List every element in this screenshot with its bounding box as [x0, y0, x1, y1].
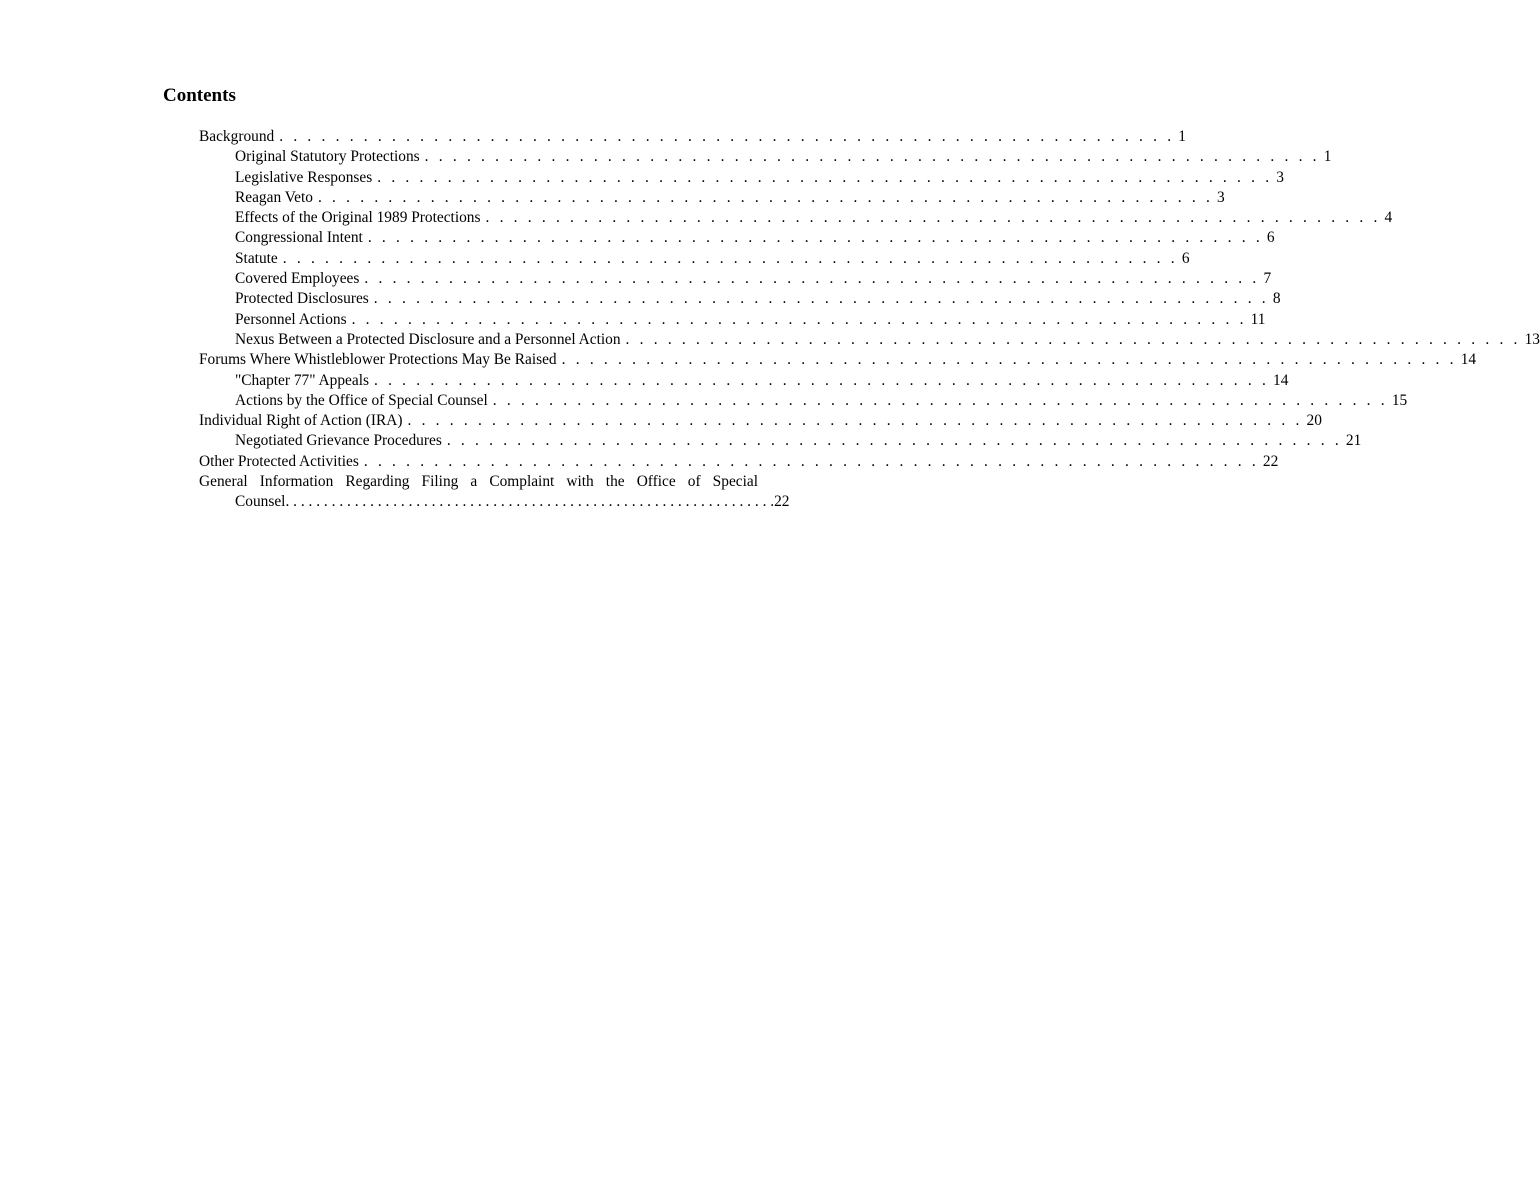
toc-page-number: 14: [1460, 351, 1477, 369]
toc-entry-label-continued: Counsel: [235, 493, 286, 511]
toc-entry-individual-right-of-action[interactable]: [199, 411, 1322, 431]
toc-page-number: 6: [1181, 249, 1190, 267]
toc-page-number: 13: [1524, 330, 1540, 348]
toc-page-number: 8: [1272, 290, 1281, 308]
toc-entry-label: Protected Disclosures: [235, 290, 369, 308]
toc-entry-label: Reagan Veto: [235, 188, 313, 206]
toc-entry-forums[interactable]: [199, 350, 1477, 370]
toc-entry-negotiated-grievance[interactable]: [199, 431, 1362, 451]
toc-entry-label: Forums Where Whistleblower Protections May Be Raised: [199, 351, 557, 369]
toc-entry-covered-employees[interactable]: [199, 269, 1272, 289]
toc-entry-effects-1989-protections[interactable]: [199, 208, 1393, 228]
toc-entry-label: Background: [199, 128, 275, 145]
dot-leader: . . . . . . . . . . . . . . . . . . . . . . . . . . . . . . . . . . . . . . . . . . . . . . . . . . . . . . . . . . . . . . . .: [485, 209, 1381, 227]
toc-entry-label: Statute: [235, 249, 278, 267]
toc-entry-legislative-responses[interactable]: [199, 168, 1284, 188]
toc-entry-personnel-actions[interactable]: [199, 310, 1266, 330]
toc-page-number: 1: [1178, 128, 1186, 145]
toc-entry-nexus[interactable]: [199, 330, 1540, 350]
toc-entry-chapter-77-appeals[interactable]: [199, 371, 1289, 391]
toc-page-number: 14: [1273, 371, 1289, 389]
toc-entry-label: Legislative Responses: [235, 168, 373, 186]
toc-entry-background[interactable]: [199, 127, 1186, 147]
toc-entry-label: Nexus Between a Protected Disclosure and a Personnel Action: [235, 330, 621, 348]
toc-entry-label: "Chapter 77" Appeals: [235, 371, 369, 389]
toc-page-number: 7: [1263, 270, 1272, 288]
toc-entry-label: Congressional Intent: [235, 229, 363, 247]
toc-page-number: 22: [774, 493, 790, 511]
toc-entry-reagan-veto[interactable]: [199, 188, 1225, 208]
dot-leader: . . . . . . . . . . . . . . . . . . . . . . . . . . . . . . . . . . . . . . . . . . . . . . . . . . . . . . . . . . . . . . . .: [377, 168, 1273, 186]
toc-entry-label: General Information Regarding Filing a Complaint with the Office of Special: [199, 473, 758, 491]
dot-leader: . . . . . . . . . . . . . . . . . . . . . . . . . . . . . . . . . . . . . . . . . . . . . . . . . . . . . . . . . . . . . . . .: [407, 412, 1303, 430]
dot-leader: . . . . . . . . . . . . . . . . . . . . . . . . . . . . . . . . . . . . . . . . . . . . . . . . . . . . . . . . . . . . . . . .: [373, 371, 1270, 389]
dot-leader: . . . . . . . . . . . . . . . . . . . . . . . . . . . . . . . . . . . . . . . . . . . . . . . . . . . . . . . . . . . . . . . .: [285, 493, 775, 511]
toc-entry-label: Other Protected Activities: [199, 452, 359, 470]
dot-leader: . . . . . . . . . . . . . . . . . . . . . . . . . . . . . . . . . . . . . . . . . . . . . . . . . . . . . . . . . . . . . . . .: [363, 452, 1259, 470]
toc-page-number: 15: [1391, 391, 1408, 409]
toc-page-number: 22: [1262, 452, 1279, 470]
page-title: Contents: [163, 85, 236, 106]
toc-page-number: 3: [1217, 188, 1225, 206]
dot-leader: . . . . . . . . . . . . . . . . . . . . . . . . . . . . . . . . . . . . . . . . . . . . . . . . . . . . . . . . . . . . . . . .: [351, 310, 1247, 328]
toc-page-number: 11: [1250, 310, 1266, 328]
toc-entry-label: Effects of the Original 1989 Protections: [235, 209, 481, 227]
toc-page-number: 21: [1345, 432, 1362, 450]
toc-entry-office-special-counsel-actions[interactable]: [199, 391, 1408, 411]
toc-entry-statute[interactable]: [199, 249, 1190, 269]
toc-entry-continuation: [199, 492, 790, 512]
toc-entry-general-information[interactable]: [199, 472, 790, 513]
dot-leader: . . . . . . . . . . . . . . . . . . . . . . . . . . . . . . . . . . . . . . . . . . . . . . . . . . . . . . . . . . . . . . . .: [424, 148, 1320, 166]
toc-entry-protected-disclosures[interactable]: [199, 289, 1281, 309]
dot-leader: . . . . . . . . . . . . . . . . . . . . . . . . . . . . . . . . . . . . . . . . . . . . . . . . . . . . . . . . . . . . . . . .: [364, 270, 1260, 288]
toc-page-number: 1: [1323, 148, 1332, 166]
dot-leader: . . . . . . . . . . . . . . . . . . . . . . . . . . . . . . . . . . . . . . . . . . . . . . . . . . . . . . . . . . . . . . . .: [282, 249, 1178, 267]
dot-leader: . . . . . . . . . . . . . . . . . . . . . . . . . . . . . . . . . . . . . . . . . . . . . . . . . . . . . . . . . . . . . . . .: [317, 188, 1213, 206]
toc-page-number: 6: [1266, 229, 1275, 247]
dot-leader: . . . . . . . . . . . . . . . . . . . . . . . . . . . . . . . . . . . . . . . . . . . . . . . . . . . . . . . . . . . . . . . .: [373, 290, 1269, 308]
dot-leader: . . . . . . . . . . . . . . . . . . . . . . . . . . . . . . . . . . . . . . . . . . . . . . . . . . . . . . . . . . . . . . . .: [446, 432, 1342, 450]
dot-leader: . . . . . . . . . . . . . . . . . . . . . . . . . . . . . . . . . . . . . . . . . . . . . . . . . . . . . . . . . . . . . . . .: [279, 128, 1175, 145]
toc-page-number: 20: [1306, 412, 1322, 430]
dot-leader: . . . . . . . . . . . . . . . . . . . . . . . . . . . . . . . . . . . . . . . . . . . . . . . . . . . . . . . . . . . . . . . .: [367, 229, 1263, 247]
toc-entry-label: Covered Employees: [235, 270, 360, 288]
dot-leader: . . . . . . . . . . . . . . . . . . . . . . . . . . . . . . . . . . . . . . . . . . . . . . . . . . . . . . . . . . . . . . . .: [625, 330, 1521, 348]
toc-entry-label: Individual Right of Action (IRA): [199, 412, 403, 430]
toc-entry-label: Negotiated Grievance Procedures: [235, 432, 442, 450]
toc-entry-congressional-intent[interactable]: [199, 228, 1275, 248]
toc-entry-other-protected-activities[interactable]: [199, 452, 1279, 472]
toc-page-number: 3: [1276, 168, 1284, 186]
dot-leader: . . . . . . . . . . . . . . . . . . . . . . . . . . . . . . . . . . . . . . . . . . . . . . . . . . . . . . . . . . . . . . . .: [492, 391, 1388, 409]
toc-page-number: 4: [1384, 209, 1393, 227]
table-of-contents: [199, 127, 1540, 513]
toc-entry-label: Personnel Actions: [235, 310, 347, 328]
toc-entry-label: Actions by the Office of Special Counsel: [235, 391, 488, 409]
toc-entry-original-statutory-protections[interactable]: [199, 147, 1332, 167]
toc-entry-label: Original Statutory Protections: [235, 148, 420, 166]
dot-leader: . . . . . . . . . . . . . . . . . . . . . . . . . . . . . . . . . . . . . . . . . . . . . . . . . . . . . . . . . . . . . . . .: [561, 351, 1457, 369]
